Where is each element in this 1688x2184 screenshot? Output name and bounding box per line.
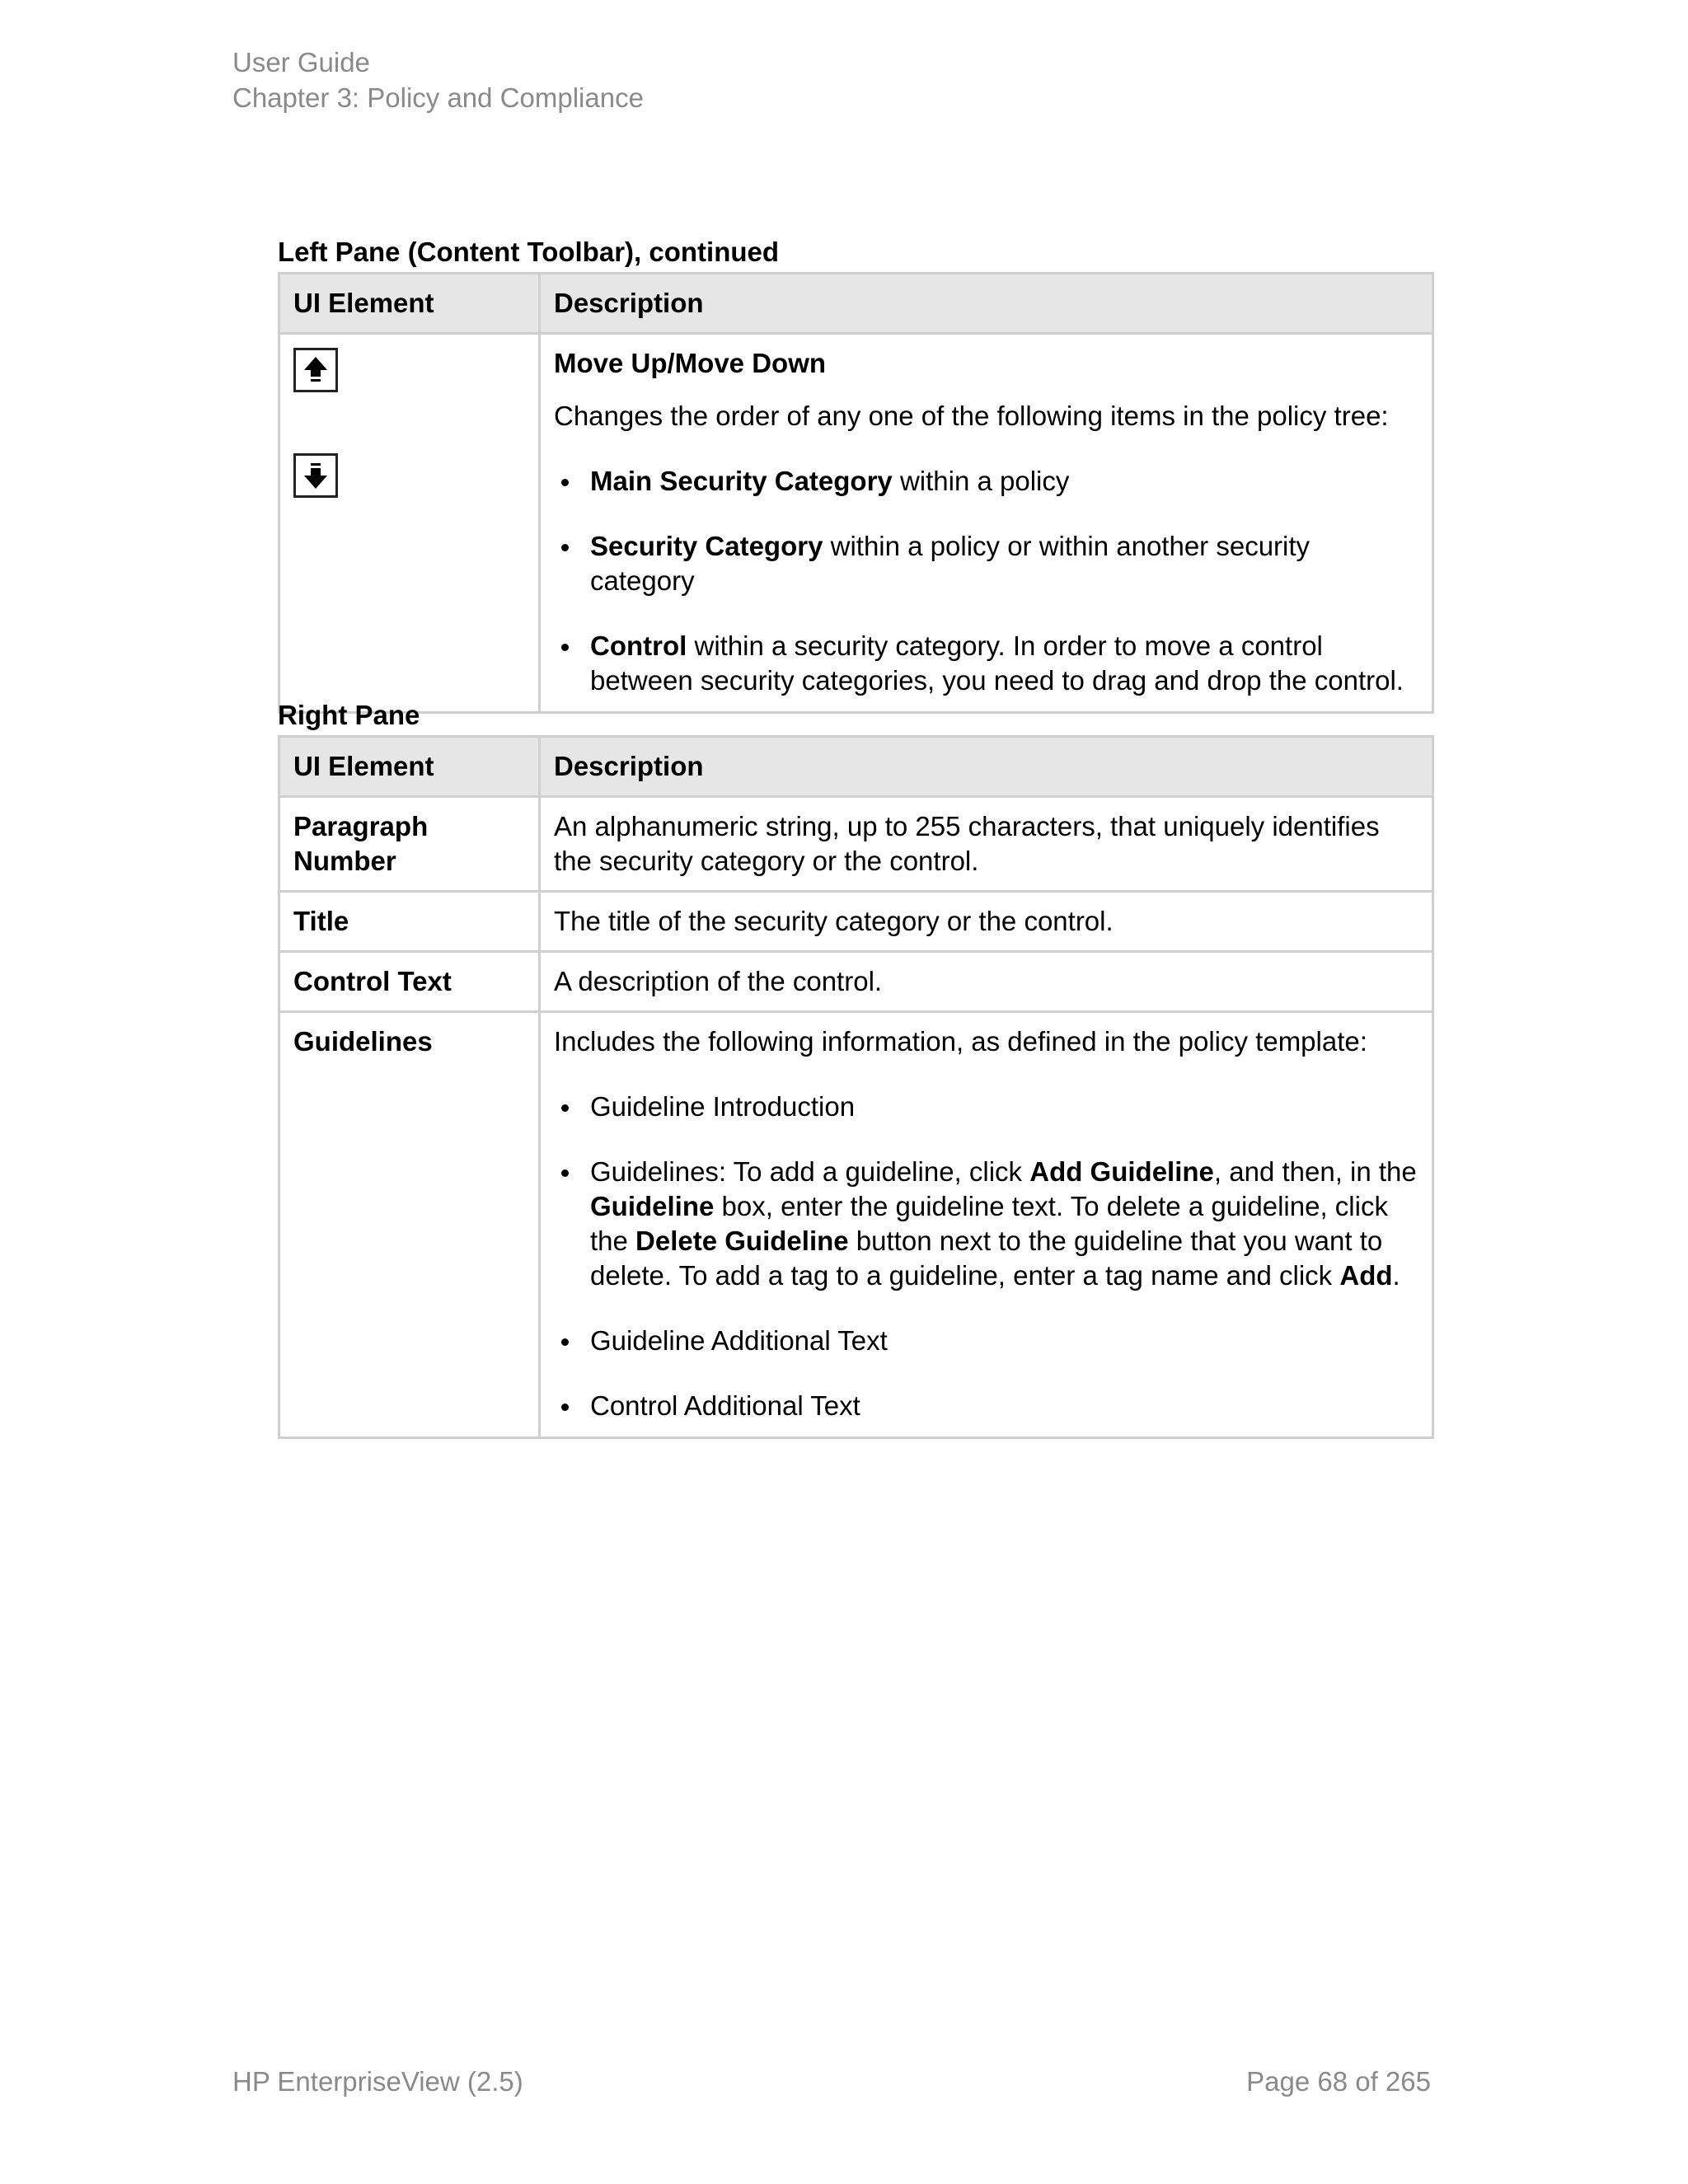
- list-item: Guideline Introduction: [554, 1090, 1418, 1124]
- left-pane-table: [278, 272, 1434, 714]
- policy-tree-items: [554, 464, 1418, 698]
- element-cell: Guidelines: [279, 1012, 540, 1438]
- guide-title: User Guide: [232, 47, 370, 77]
- table-row: [279, 1012, 1433, 1438]
- icon-cell: [279, 334, 540, 713]
- description-cell: An alphanumeric string, up to 255 characters, that uniquely identifies the security category or the control.: [540, 797, 1433, 892]
- right-pane-table: [278, 735, 1434, 1439]
- element-cell: Title: [279, 892, 540, 952]
- list-item: Main Security Category within a policy: [554, 464, 1418, 499]
- guidelines-intro: Includes the following information, as defined in the policy template:: [554, 1026, 1367, 1057]
- list-item: Control Additional Text: [554, 1389, 1418, 1423]
- description-cell: A description of the control.: [540, 952, 1433, 1012]
- list-item: Guidelines: To add a guideline, click Add Guideline, and then, in the Guideline box, enter the guideline text. To delete a guideline, click the Delete Guideline button next to the guideline that you want to delete. To add a tag to a guideline, enter a tag name and click Add.: [554, 1155, 1418, 1293]
- column-header-description: Description: [540, 737, 1433, 797]
- right-pane-section: [278, 699, 1432, 1439]
- table-row: [279, 334, 1433, 713]
- footer-product: HP EnterpriseView (2.5): [232, 2066, 523, 2097]
- running-header: [232, 45, 644, 115]
- table-header-row: [279, 737, 1433, 797]
- description-cell: [540, 1012, 1433, 1438]
- list-item: Guideline Additional Text: [554, 1324, 1418, 1358]
- left-pane-caption: Left Pane (Content Toolbar), continued: [278, 237, 780, 267]
- move-up-icon: [293, 348, 338, 392]
- table-row: [279, 892, 1433, 952]
- element-cell: Paragraph Number: [279, 797, 540, 892]
- element-cell: Control Text: [279, 952, 540, 1012]
- column-header-ui-element: UI Element: [279, 274, 540, 334]
- column-header-ui-element: UI Element: [279, 737, 540, 797]
- table-header-row: [279, 274, 1433, 334]
- table-row: [279, 952, 1433, 1012]
- footer-page-number: Page 68 of 265: [1246, 2066, 1431, 2097]
- guidelines-items: [554, 1090, 1418, 1423]
- right-pane-caption: Right Pane: [278, 700, 420, 730]
- description-cell: [540, 334, 1433, 713]
- move-down-icon: [293, 453, 338, 498]
- column-header-description: Description: [540, 274, 1433, 334]
- description-cell: The title of the security category or the control.: [540, 892, 1433, 952]
- entry-intro: Changes the order of any one of the following items in the policy tree:: [554, 401, 1389, 431]
- table-row: [279, 797, 1433, 892]
- list-item: Security Category within a policy or within another security category: [554, 529, 1418, 598]
- left-pane-section: [278, 236, 1432, 714]
- entry-title: Move Up/Move Down: [554, 348, 827, 378]
- list-item: Control within a security category. In order to move a control between security categories, you need to drag and drop the control.: [554, 629, 1418, 698]
- chapter-title: Chapter 3: Policy and Compliance: [232, 82, 644, 113]
